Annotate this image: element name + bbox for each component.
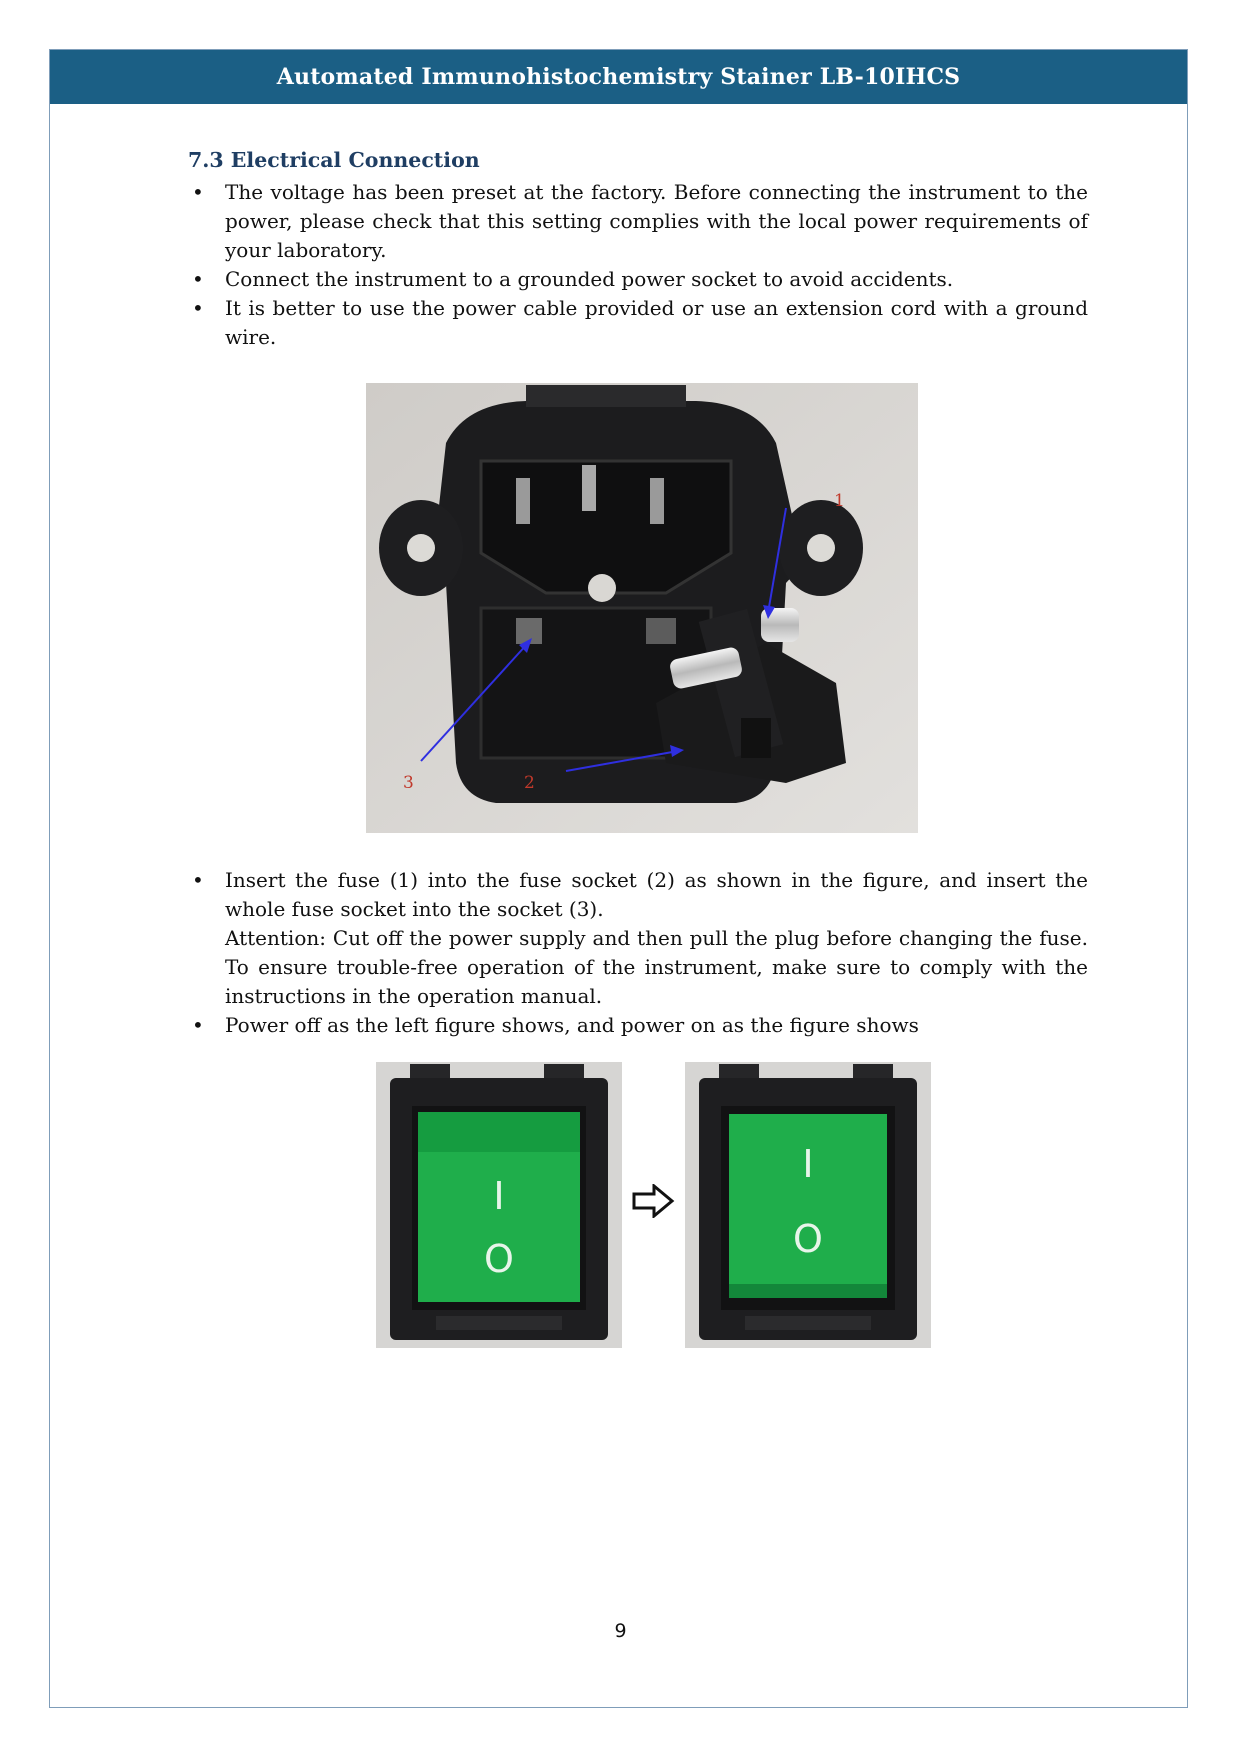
bullet-list-top xyxy=(188,178,1088,352)
document-header xyxy=(50,50,1187,104)
bullet-icon: • xyxy=(192,267,204,291)
callout-label-1: 1 xyxy=(834,491,845,511)
rocker-face xyxy=(729,1114,887,1294)
document-title: Automated Immunohistochemistry Stainer LB-10IHCS xyxy=(276,64,961,90)
bullet-text: Insert the fuse (1) into the fuse socket (2) as shown in the figure, and insert the whole fuse socket into the socket (3). xyxy=(225,868,1088,921)
pin-right xyxy=(650,478,664,524)
on-symbol: I xyxy=(493,1174,505,1218)
section-top xyxy=(188,148,1088,352)
pin-left xyxy=(516,478,530,524)
list-item xyxy=(188,294,1088,352)
pin-center xyxy=(582,465,596,511)
right-arrow-icon xyxy=(632,1184,676,1218)
bullet-list-bottom xyxy=(188,866,1088,1040)
list-item xyxy=(188,866,1088,1011)
list-item xyxy=(188,178,1088,265)
attention-note: Attention: Cut off the power supply and then pull the plug before changing the fuse. To ensure trouble-free operation of the instrument, make sure to comply with the instructions in the operation manual. xyxy=(225,926,1088,1008)
switch-off-photo xyxy=(376,1062,622,1348)
bullet-text: The voltage has been preset at the factory. Before connecting the instrument to the power, please check that this setting complies with the local power requirements of your laboratory. xyxy=(225,180,1088,262)
callout-label-2: 2 xyxy=(524,773,535,793)
mount-hole-left xyxy=(407,534,435,562)
bullet-icon: • xyxy=(192,868,204,892)
switch-on-photo xyxy=(685,1062,931,1348)
bullet-text: Connect the instrument to a grounded power socket to avoid accidents. xyxy=(225,267,954,291)
list-item xyxy=(188,265,1088,294)
mount-hole-right xyxy=(807,534,835,562)
bullet-icon: • xyxy=(192,1013,204,1037)
off-symbol: O xyxy=(793,1217,823,1261)
bullet-text: It is better to use the power cable provided or use an extension cord with a ground wire. xyxy=(225,296,1088,349)
bullet-text: Power off as the left figure shows, and power on as the figure shows xyxy=(225,1013,919,1037)
off-symbol: O xyxy=(484,1237,514,1281)
callout-label-3: 3 xyxy=(403,773,414,793)
bullet-icon: • xyxy=(192,296,204,320)
list-item xyxy=(188,1011,1088,1040)
fuse-socket-photo xyxy=(366,383,918,833)
section-heading: 7.3 Electrical Connection xyxy=(188,148,480,172)
on-symbol: I xyxy=(802,1142,814,1186)
section-bottom xyxy=(188,866,1088,1040)
bullet-icon: • xyxy=(192,180,204,204)
page-number: 9 xyxy=(614,1620,627,1642)
